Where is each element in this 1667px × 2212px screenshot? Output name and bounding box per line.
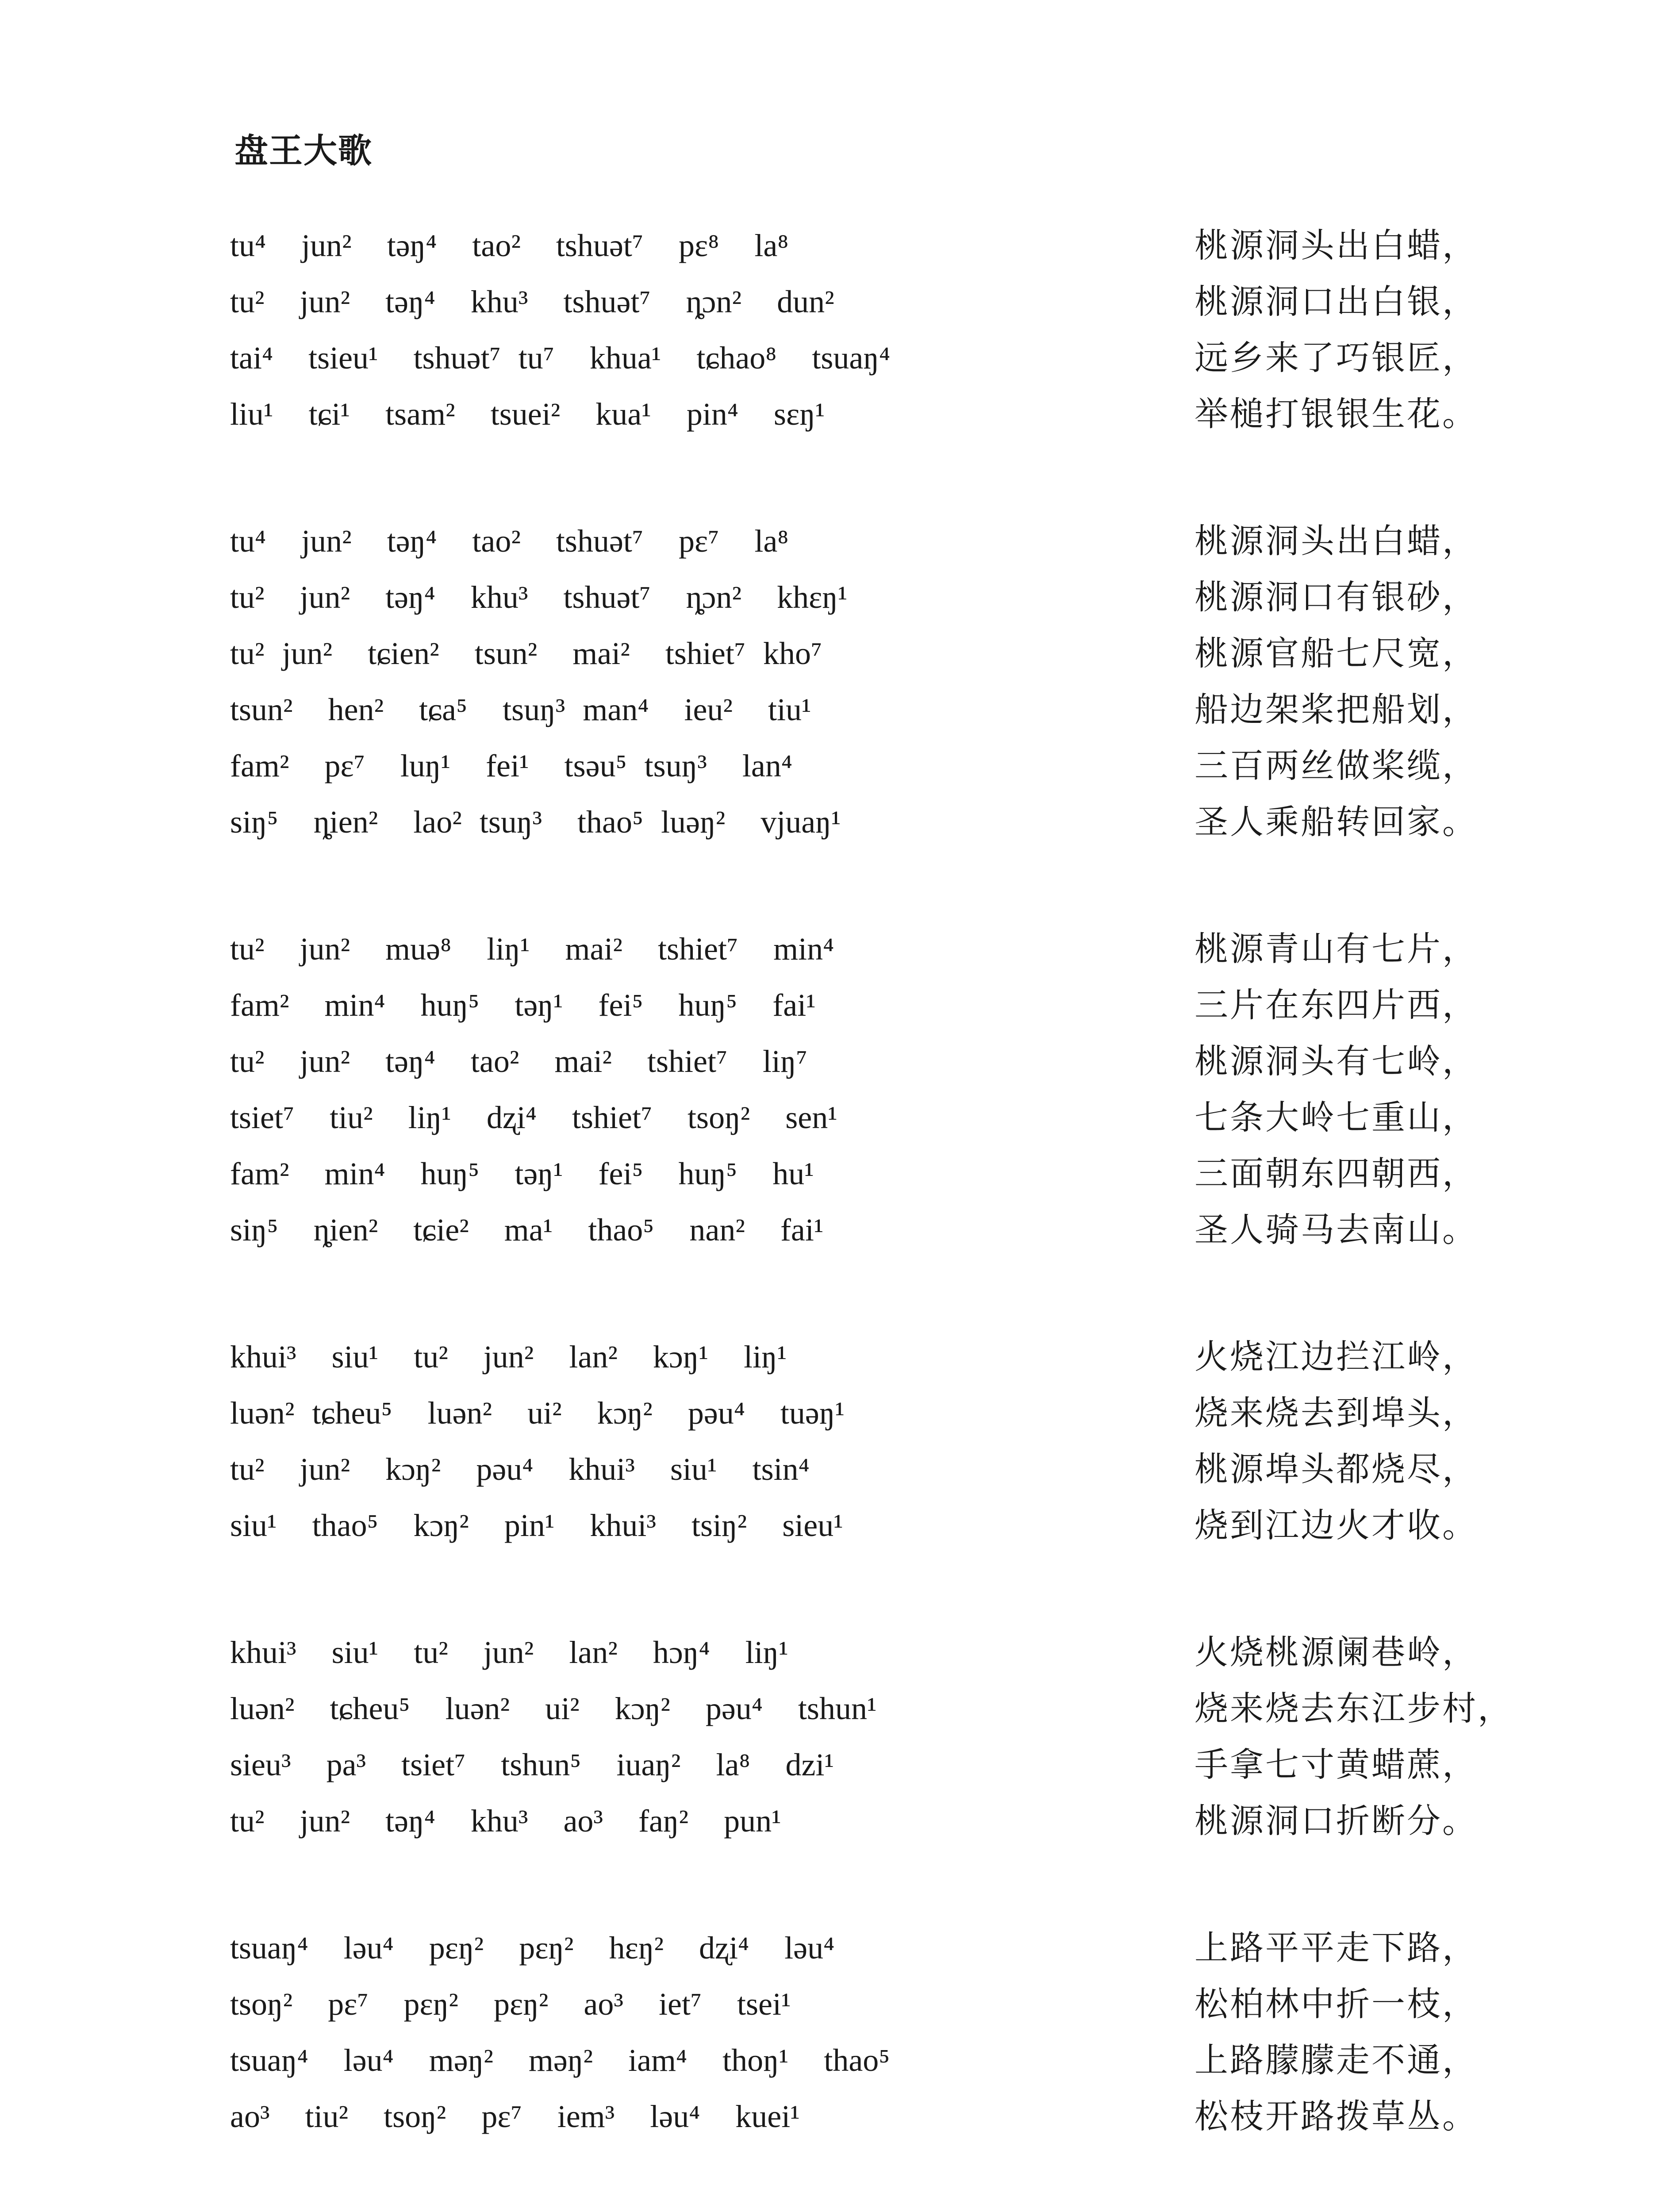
chinese-text: 三面朝东四朝西， — [1195, 1154, 1478, 1193]
chinese-text: 上路平平走下路， — [1195, 1928, 1478, 1967]
verse-line — [0, 1037, 1667, 1093]
chinese-text: 圣人乘船转回家。 — [1195, 802, 1478, 841]
romanization-text: khui³ siu¹ tu² jun² lan² hɔŋ⁴ liŋ¹ — [230, 1635, 788, 1670]
verse-line — [0, 1445, 1667, 1501]
chinese-text: 桃源洞口出白银， — [1195, 282, 1478, 321]
romanization-text: tsoŋ² pɛ⁷ pɛŋ² pɛŋ² ao³ iet⁷ tsei¹ — [230, 1986, 791, 2022]
romanization-text: tu² jun² tɕien² tsun² mai² tshiet⁷ kho⁷ — [230, 636, 822, 671]
verse-line — [0, 1797, 1667, 1853]
chinese-text: 船边架桨把船划， — [1195, 690, 1478, 729]
verse-line — [0, 573, 1667, 629]
chinese-text: 手拿七寸黄蜡蔗， — [1195, 1745, 1478, 1784]
romanization-text: tsiet⁷ tiu² liŋ¹ dʐi⁴ tshiet⁷ tsoŋ² sen¹ — [230, 1100, 837, 1135]
chinese-text: 火烧桃源阑巷岭， — [1195, 1632, 1478, 1672]
verse-line — [0, 1333, 1667, 1389]
romanization-text: luən² tɕheu⁵ luən² ui² kɔŋ² pəu⁴ tshun¹ — [230, 1691, 877, 1726]
romanization-text: fam² pɛ⁷ luŋ¹ fei¹ tsəu⁵ tsuŋ³ lan⁴ — [230, 748, 792, 783]
romanization-text: liu¹ tɕi¹ tsam² tsuei² kua¹ pin⁴ sɛŋ¹ — [230, 396, 825, 432]
chinese-text: 桃源青山有七片， — [1195, 929, 1478, 968]
chinese-text: 圣人骑马去南山。 — [1195, 1210, 1478, 1249]
romanization-text: tu² jun² təŋ⁴ khu³ ao³ faŋ² pun¹ — [230, 1803, 781, 1839]
romanization-text: tu² jun² təŋ⁴ khu³ tshuət⁷ ȵɔn² khɛŋ¹ — [230, 580, 848, 615]
stanza — [0, 1924, 1667, 2148]
romanization-text: luən² tɕheu⁵ luən² ui² kɔŋ² pəu⁴ tuəŋ¹ — [230, 1395, 845, 1431]
romanization-text: siŋ⁵ ȵien² lao² tsuŋ³ thao⁵ luəŋ² vjuaŋ¹ — [230, 804, 841, 840]
verse-line — [0, 390, 1667, 446]
verse-line — [0, 629, 1667, 685]
verse-line — [0, 1628, 1667, 1684]
stanza — [0, 925, 1667, 1262]
running-header: 盘王大歌 — [234, 131, 373, 170]
verse-line — [0, 277, 1667, 334]
romanization-text: khui³ siu¹ tu² jun² lan² kɔŋ¹ liŋ¹ — [230, 1339, 787, 1375]
romanization-text: fam² min⁴ huŋ⁵ təŋ¹ fei⁵ huŋ⁵ hu¹ — [230, 1156, 814, 1191]
romanization-text: ao³ tiu² tsoŋ² pɛ⁷ iem³ ləu⁴ kuei¹ — [230, 2099, 800, 2134]
romanization-text: tu⁴ jun² təŋ⁴ tao² tshuət⁷ pɛ⁷ la⁸ — [230, 523, 789, 559]
verse-line — [0, 1389, 1667, 1445]
chinese-text: 桃源洞口折断分。 — [1195, 1801, 1478, 1840]
chinese-text: 上路朦朦走不通， — [1195, 2040, 1478, 2080]
romanization-text: tai⁴ tsieu¹ tshuət⁷ tu⁷ khua¹ tɕhao⁸ tsuaŋ⁴ — [230, 340, 891, 376]
chinese-text: 桃源洞头有七岭， — [1195, 1041, 1478, 1081]
verse-line — [0, 741, 1667, 798]
verse-line — [0, 1980, 1667, 2036]
verse-line — [0, 221, 1667, 277]
chinese-text: 三片在东四片西， — [1195, 985, 1478, 1025]
verse-line — [0, 1924, 1667, 1980]
verse-line — [0, 334, 1667, 390]
verse-line — [0, 981, 1667, 1037]
chinese-text: 桃源官船七尺宽， — [1195, 634, 1478, 673]
chinese-text: 桃源洞口有银砂， — [1195, 577, 1478, 617]
chinese-text: 烧到江边火才收。 — [1195, 1505, 1478, 1545]
stanza — [0, 1628, 1667, 1853]
verse-line — [0, 798, 1667, 854]
verse-line — [0, 1206, 1667, 1262]
romanization-text: siŋ⁵ ȵien² tɕie² ma¹ thao⁵ nan² fai¹ — [230, 1212, 824, 1248]
chinese-text: 松枝开路拨草丛。 — [1195, 2097, 1478, 2136]
chinese-text: 烧来烧去到埠头， — [1195, 1393, 1478, 1432]
chinese-text: 松柏林中折一枝， — [1195, 1984, 1478, 2024]
lyrics-body — [0, 221, 1667, 2212]
romanization-text: fam² min⁴ huŋ⁵ təŋ¹ fei⁵ huŋ⁵ fai¹ — [230, 987, 816, 1023]
chinese-text: 桃源洞头出白蜡， — [1195, 521, 1478, 561]
chinese-text: 桃源埠头都烧尽， — [1195, 1449, 1478, 1489]
verse-line — [0, 2092, 1667, 2148]
romanization-text: siu¹ thao⁵ kɔŋ² pin¹ khui³ tsiŋ² sieu¹ — [230, 1508, 843, 1543]
verse-line — [0, 925, 1667, 981]
romanization-text: tsun² hen² tɕa⁵ tsuŋ³ man⁴ ieu² tiu¹ — [230, 692, 811, 727]
chinese-text: 远乡来了巧银匠， — [1195, 338, 1478, 377]
romanization-text: tu⁴ jun² təŋ⁴ tao² tshuət⁷ pɛ⁸ la⁸ — [230, 228, 789, 263]
stanza — [0, 1333, 1667, 1557]
chinese-text: 举槌打银银生花。 — [1195, 394, 1478, 434]
verse-line — [0, 685, 1667, 741]
romanization-text: tu² jun² muə⁸ liŋ¹ mai² tshiet⁷ min⁴ — [230, 931, 834, 967]
verse-line — [0, 2036, 1667, 2092]
stanza — [0, 517, 1667, 854]
stanza — [0, 221, 1667, 446]
romanization-text: tu² jun² təŋ⁴ tao² mai² tshiet⁷ liŋ⁷ — [230, 1044, 807, 1079]
verse-line — [0, 1149, 1667, 1206]
romanization-text: tsuaŋ⁴ ləu⁴ pɛŋ² pɛŋ² hɛŋ² dʐi⁴ ləu⁴ — [230, 1930, 835, 1966]
chinese-text: 七条大岭七重山， — [1195, 1098, 1478, 1137]
romanization-text: tu² jun² təŋ⁴ khu³ tshuət⁷ ȵɔn² dun² — [230, 284, 834, 319]
chinese-text: 桃源洞头出白蜡， — [1195, 226, 1478, 265]
verse-line — [0, 1684, 1667, 1740]
chinese-text: 三百两丝做桨缆， — [1195, 746, 1478, 785]
romanization-text: tu² jun² kɔŋ² pəu⁴ khui³ siu¹ tsin⁴ — [230, 1452, 810, 1487]
romanization-text: sieu³ pa³ tsiet⁷ tshun⁵ iuaŋ² la⁸ dzi¹ — [230, 1747, 834, 1782]
chinese-text: 火烧江边拦江岭， — [1195, 1337, 1478, 1376]
romanization-text: tsuaŋ⁴ ləu⁴ məŋ² məŋ² iam⁴ thoŋ¹ thao⁵ — [230, 2043, 890, 2078]
verse-line — [0, 1093, 1667, 1149]
verse-line — [0, 1501, 1667, 1557]
verse-line — [0, 517, 1667, 573]
verse-line — [0, 1740, 1667, 1797]
chinese-text: 烧来烧去东江步村， — [1195, 1689, 1513, 1728]
